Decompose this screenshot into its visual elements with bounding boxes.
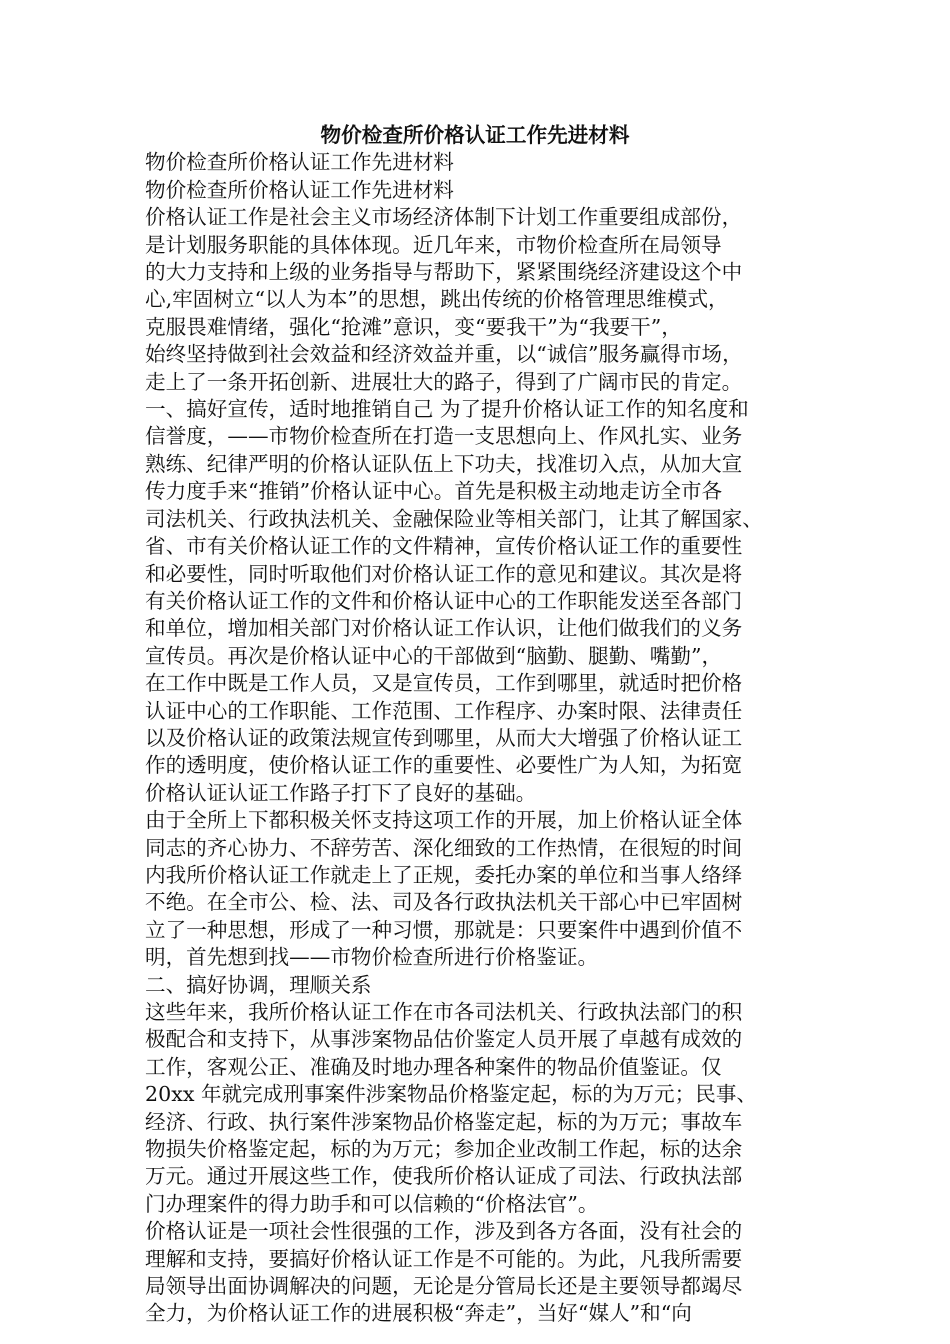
body-text-line: 内我所价格认证工作就走上了正规，委托办案的单位和当事人络绎 [145,862,743,887]
body-text-line: 万元。通过开展这些工作，使我所价格认证成了司法、行政执法部 [145,1164,743,1189]
body-text-line: 是计划服务职能的具体体现。近几年来，市物价检查所在局领导 [145,232,722,257]
body-text-line: 宣传员。再次是价格认证中心的干部做到“脑勤、腿勤、嘴勤”， [145,643,723,668]
body-text-line: 物损失价格鉴定起，标的为万元；参加企业改制工作起，标的达余 [145,1137,743,1162]
body-text-line: 的大力支持和上级的业务指导与帮助下，紧紧围绕经济建设这个中 [145,260,743,285]
body-text-line: 价格认证是一项社会性很强的工作，涉及到各方各面，没有社会的 [145,1219,743,1244]
body-text-line: 门办理案件的得力助手和可以信赖的“价格法官”。 [145,1191,599,1216]
body-text-line: 心,牢固树立“以人为本”的思想，跳出传统的价格管理思维模式， [145,287,729,312]
body-text-line: 理解和支持，要搞好价格认证工作是不可能的。为此，凡我所需要 [145,1246,743,1271]
body-text-line: 这些年来，我所价格认证工作在市各司法机关、行政执法部门的积 [145,1000,743,1024]
body-text-line: 熟练、纪律严明的价格认证队伍上下功夫，找准切入点，从加大宣 [145,451,743,476]
body-text-line: 始终坚持做到社会效益和经济效益并重，以“诚信”服务赢得市场， [145,342,743,367]
body-text-line: 认证中心的工作职能、工作范围、工作程序、办案时限、法律责任 [145,698,743,723]
body-text-line: 司法机关、行政执法机关、金融保险业等相关部门，让其了解国家、 [145,506,763,531]
body-text-line: 价格认证认证工作路子打下了良好的基础。 [145,780,537,805]
body-text-line: 传力度手来“推销”价格认证中心。首先是积极主动地走访全市各 [145,479,723,504]
body-text-line: 克服畏难情绪，强化“抢滩”意识，变“要我干”为“我要干”， [145,314,682,339]
body-text-line: 作的透明度，使价格认证工作的重要性、必要性广为人知，为拓宽 [145,753,743,778]
body-text-line: 一、搞好宣传，适时地推销自己 为了提升价格认证工作的知名度和 [145,397,749,422]
body-text-line: 由于全所上下都积极关怀支持这项工作的开展，加上价格认证全体 [145,808,743,833]
body-text-line: 走上了一条开拓创新、进展壮大的路子，得到了广阔市民的肯定。 [145,369,743,394]
body-text-line: 有关价格认证工作的文件和价格认证中心的工作职能发送至各部门 [145,588,743,613]
document-page [145,122,805,1328]
document-subtitle: 物价检查所价格认证工作先进材料 [145,150,454,175]
body-text-line: 极配合和支持下，从事涉案物品估价鉴定人员开展了卓越有成效的 [145,1027,743,1052]
body-text-line: 和必要性，同时听取他们对价格认证工作的意见和建议。其次是将 [145,561,743,586]
body-text-line: 以及价格认证的政策法规宣传到哪里，从而大大增强了价格认证工 [145,725,743,750]
document-title: 物价检查所价格认证工作先进材料 [320,123,630,147]
body-text-line: 价格认证工作是社会主义市场经济体制下计划工作重要组成部份， [145,205,743,230]
body-text-line: 同志的齐心协力、不辞劳苦、深化细致的工作热情，在很短的时间 [145,835,743,860]
body-text-line: 省、市有关价格认证工作的文件精神，宣传价格认证工作的重要性 [145,534,743,559]
body-text-line: 在工作中既是工作人员，又是宣传员，工作到哪里，就适时把价格 [145,671,743,696]
body-text-line: 工作，客观公正、准确及时地办理各种案件的物品价值鉴证。仅 [145,1054,722,1079]
body-text-line: 信誉度，——市物价检查所在打造一支思想向上、作风扎实、业务 [145,424,743,449]
body-text-line: 20xx 年就完成刑事案件涉案物品价格鉴定起，标的为万元；民事、 [145,1082,758,1107]
body-text-line: 明，首先想到找——市物价检查所进行价格鉴证。 [145,945,599,970]
body-text-line: 不绝。在全市公、检、法、司及各行政执法机关干部心中已牢固树 [145,890,743,915]
body-text-line: 全力，为价格认证工作的进展积极“奔走”，当好“媒人”和“向 [145,1301,692,1326]
body-text-line: 和单位，增加相关部门对价格认证工作认识，让他们做我们的义务 [145,616,743,641]
document-subtitle: 物价检查所价格认证工作先进材料 [145,177,454,202]
body-text-line: 局领导出面协调解决的问题，无论是分管局长还是主要领导都竭尽 [145,1274,743,1299]
body-text-line: 立了一种思想，形成了一种习惯，那就是：只要案件中遇到价值不 [145,917,743,942]
body-text-line: 经济、行政、执行案件涉案物品价格鉴定起，标的为万元；事故车 [145,1109,743,1134]
document-body [145,204,805,1328]
body-text-line: 二、搞好协调，理顺关系 [145,972,372,997]
